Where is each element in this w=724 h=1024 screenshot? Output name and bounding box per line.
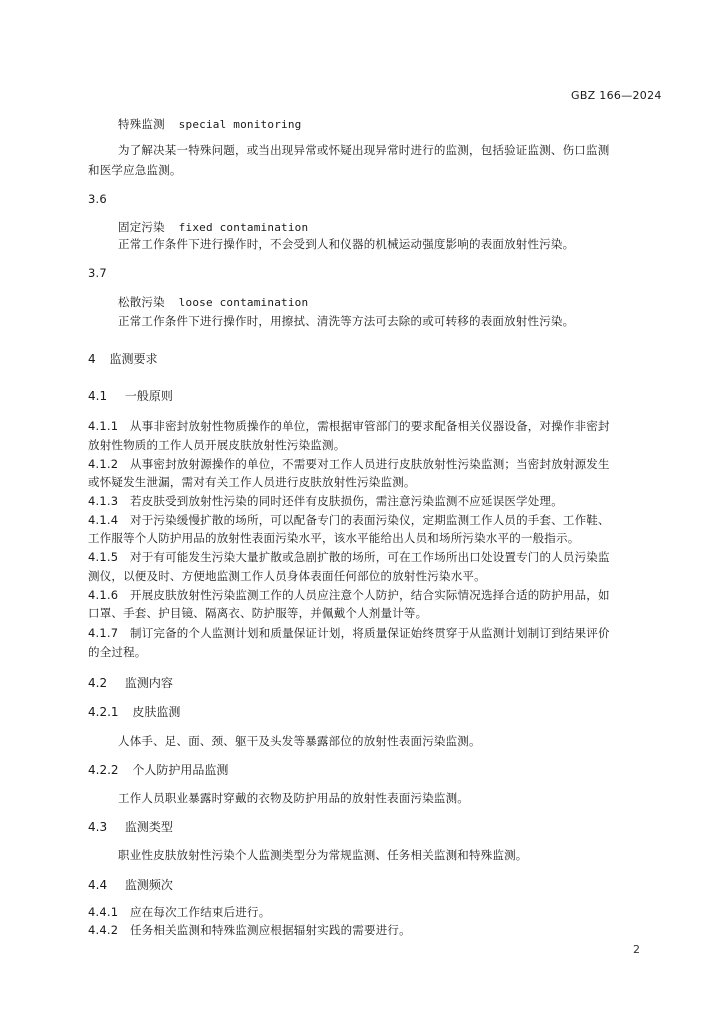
section-heading-4 xyxy=(88,350,157,367)
clause-text: 任务相关监测和特殊监测应根据辐射实践的需要进行。 xyxy=(130,923,411,937)
section-title: 监测要求 xyxy=(109,352,158,366)
term-loose-contamination xyxy=(118,294,308,310)
term-definition-line: 和医学应急监测。 xyxy=(88,163,182,177)
section-number: 4.2.1 xyxy=(88,705,119,719)
term-cn: 固定污染 xyxy=(118,220,165,234)
clause-text: 工作服等个人防护用品的放射性表面污染水平，该水平能给出人员和场所污染水平的一般指示。 xyxy=(88,531,580,545)
term-cn: 松散污染 xyxy=(118,295,165,309)
clause-4-1-7 xyxy=(88,625,610,641)
term-en: fixed contamination xyxy=(178,221,309,234)
section-title: 个人防护用品监测 xyxy=(132,763,229,777)
clause-number: 4.4.1 xyxy=(88,905,119,919)
section-heading-4-4 xyxy=(88,876,173,893)
doc-code-header: GBZ 166—2024 xyxy=(571,89,662,102)
clause-4-1-6 xyxy=(88,587,610,603)
clause-text: 从事密封放射源操作的单位，不需要对工作人员进行皮肤放射性污染监测；当密封放射源发生 xyxy=(130,457,610,471)
term-number: 3.6 xyxy=(88,192,107,206)
section-number: 4.2.2 xyxy=(88,763,119,777)
clause-text: 开展皮肤放射性污染监测工作的人员应注意个人防护，结合实际情况选择合适的防护用品，如 xyxy=(130,588,610,602)
clause-4-1-5 xyxy=(88,549,610,565)
clause-text: 制订完备的个人监测计划和质量保证计划，将质量保证始终贯穿于从监测计划制订到结果评价 xyxy=(130,626,610,640)
paragraph: 职业性皮肤放射性污染个人监测类型分为常规监测、任务相关监测和特殊监测。 xyxy=(118,848,528,862)
clause-4-1-2 xyxy=(88,456,610,472)
term-en: loose contamination xyxy=(178,296,309,309)
section-number: 4.4 xyxy=(88,878,108,892)
clause-number: 4.1.4 xyxy=(88,513,119,527)
term-special-monitoring xyxy=(118,116,301,132)
term-definition-line: 正常工作条件下进行操作时，不会受到人和仪器的机械运动强度影响的表面放射性污染。 xyxy=(118,237,575,251)
section-title: 皮肤监测 xyxy=(132,705,181,719)
term-definition-line: 正常工作条件下进行操作时，用擦拭、清洗等方法可去除的或可转移的表面放射性污染。 xyxy=(118,314,575,328)
clause-text: 对于有可能发生污染大量扩散或急剧扩散的场所，可在工作场所出口处设置专门的人员污染监 xyxy=(130,550,610,564)
clause-text: 口罩、手套、护目镜、隔离衣、防护服等，并佩戴个人剂量计等。 xyxy=(88,606,428,620)
clause-4-4-2 xyxy=(88,922,411,938)
clause-4-1-4 xyxy=(88,512,610,528)
clause-number: 4.4.2 xyxy=(88,923,119,937)
clause-text: 对于污染缓慢扩散的场所，可以配备专门的表面污染仪，定期监测工作人员的手套、工作鞋、 xyxy=(130,513,610,527)
clause-number: 4.1.5 xyxy=(88,550,119,564)
paragraph: 工作人员职业暴露时穿戴的衣物及防护用品的放射性表面污染监测。 xyxy=(118,791,469,805)
paragraph: 人体手、足、面、颈、躯干及头发等暴露部位的放射性表面污染监测。 xyxy=(118,734,481,748)
term-number: 3.7 xyxy=(88,266,107,280)
page-number: 2 xyxy=(633,943,640,956)
section-number: 4 xyxy=(88,352,96,366)
clause-text: 测仪，以便及时、方便地监测工作人员身体表面任何部位的放射性污染水平。 xyxy=(88,569,486,583)
section-heading-4-2 xyxy=(88,674,173,691)
clause-4-1-3 xyxy=(88,493,563,509)
clause-4-4-1 xyxy=(88,904,270,920)
section-heading-4-1 xyxy=(88,387,173,404)
section-number: 4.1 xyxy=(88,389,108,403)
term-fixed-contamination xyxy=(118,219,308,235)
section-title: 监测类型 xyxy=(124,820,173,834)
clause-text: 放射性物质的工作人员开展皮肤放射性污染监测。 xyxy=(88,438,346,452)
section-number: 4.3 xyxy=(88,820,108,834)
clause-number: 4.1.6 xyxy=(88,588,119,602)
clause-text: 应在每次工作结束后进行。 xyxy=(130,905,271,919)
clause-number: 4.1.2 xyxy=(88,457,119,471)
clause-4-1-1 xyxy=(88,418,610,434)
clause-number: 4.1.3 xyxy=(88,494,119,508)
section-number: 4.2 xyxy=(88,676,108,690)
section-heading-4-2-2 xyxy=(88,761,228,778)
clause-text: 若皮肤受到放射性污染的同时还伴有皮肤损伤，需注意污染监测不应延误医学处理。 xyxy=(130,494,563,508)
clause-number: 4.1.1 xyxy=(88,419,119,433)
section-heading-4-2-1 xyxy=(88,703,180,720)
clause-text: 从事非密封放射性物质操作的单位，需根据审管部门的要求配备相关仪器设备，对操作非密封 xyxy=(130,419,610,433)
clause-number: 4.1.7 xyxy=(88,626,119,640)
section-heading-4-3 xyxy=(88,818,173,835)
term-cn: 特殊监测 xyxy=(118,117,165,131)
section-title: 监测频次 xyxy=(124,878,173,892)
clause-text: 的全过程。 xyxy=(88,645,147,659)
section-title: 监测内容 xyxy=(124,676,173,690)
term-en: special monitoring xyxy=(178,118,302,131)
term-definition-line: 为了解决某一特殊问题，或当出现异常或怀疑出现异常时进行的监测，包括验证监测、伤口监测 xyxy=(118,143,610,157)
clause-text: 或怀疑发生泄漏，需对有关工作人员进行皮肤放射性污染监测。 xyxy=(88,475,416,489)
section-title: 一般原则 xyxy=(124,389,173,403)
